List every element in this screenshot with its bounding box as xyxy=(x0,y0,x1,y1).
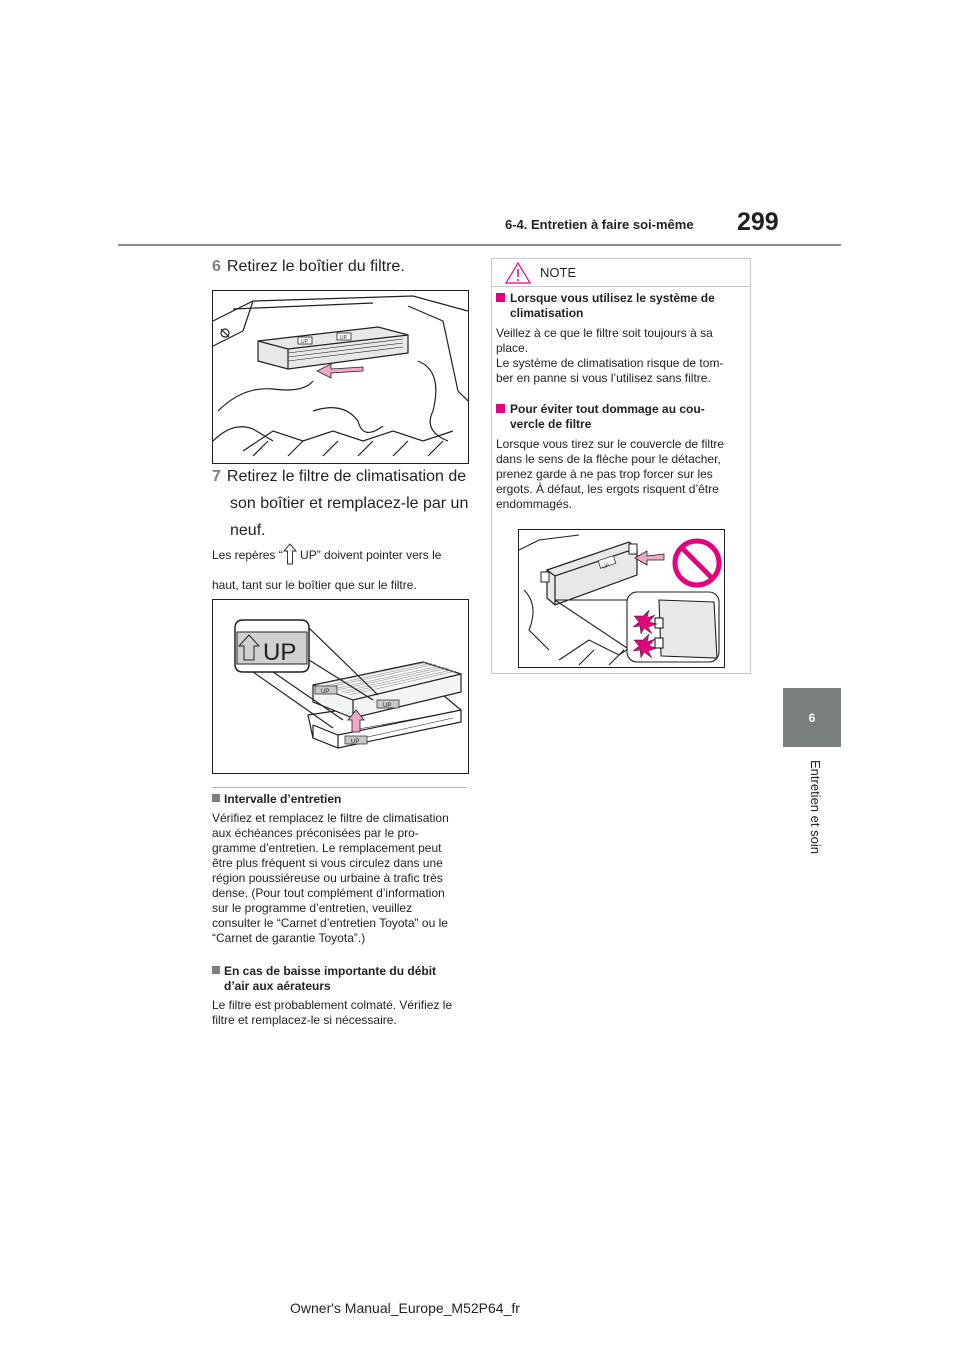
warning-triangle-icon xyxy=(505,262,531,289)
housing-up-label: UP xyxy=(351,739,360,745)
chapter-tab-number: 6 xyxy=(808,711,816,725)
up-arrow-icon xyxy=(283,543,297,573)
figure-up-marks xyxy=(212,599,469,774)
step-text-line-1: Retirez le filtre de climatisation de xyxy=(226,468,467,485)
pull-arrow-icon xyxy=(317,364,363,378)
step-7 xyxy=(212,463,482,544)
note-item-cover-damage xyxy=(496,402,746,512)
info-body: Vérifiez et remplacez le filtre de climatisation aux échéances préconisées par le pro- gramme d’entretien. Le remplacement peut être plus fréquent si vous circulez dans une région poussiéreuse ou urbaine à trafic très dense. (Pour tout complément d’information sur le programme d’entretien, veuillez consulter le “Carnet d’entretien Toyota” ou le “Carnet de garantie Toyota”.) xyxy=(212,811,449,945)
bullet-square-icon xyxy=(212,794,220,802)
illustration-cover-tabs xyxy=(519,530,724,667)
header-divider xyxy=(118,244,841,246)
step-text-line-3: neuf. xyxy=(230,522,266,539)
footer-manual-id: Owner's Manual_Europe_M52P64_fr xyxy=(290,1300,520,1316)
step-number: 7 xyxy=(212,468,221,485)
note-item-title: Lorsque vous utilisez le système de climatisation xyxy=(496,291,746,321)
figure-cover-tabs xyxy=(518,529,725,668)
section-title: 6-4. Entretien à faire soi-même xyxy=(505,217,694,232)
bullet-square-icon xyxy=(212,966,220,974)
note-item-body: Lorsque vous tirez sur le couvercle de filtre dans le sens de la flèche pour le détacher, prenez garde à ne pas trop forcer sur les ergots. À défaut, les ergots risquent d’être endommagés. xyxy=(496,437,725,511)
note-item-body: Veillez à ce que le filtre soit toujours à sa place. Le système de climatisation risque de tom- ber en panne si vous l’utilisez sans filtre. xyxy=(496,326,724,385)
step-text-line-2: son boîtier et remplacez-le par un xyxy=(230,495,469,512)
figure-remove-housing xyxy=(212,290,469,464)
prohibition-icon xyxy=(675,541,719,585)
up-note-part-2: UP” doivent pointer vers le xyxy=(296,548,442,562)
info-divider xyxy=(212,787,467,788)
info-body: Le filtre est probablement colmaté. Vérifiez le filtre et remplacez-le si nécessaire. xyxy=(212,998,453,1027)
step-number: 6 xyxy=(212,258,221,275)
note-item-title: Pour éviter tout dommage au cou- vercle de filtre xyxy=(496,402,746,432)
step-6 xyxy=(212,253,405,280)
bullet-square-icon xyxy=(496,404,505,413)
note-title: NOTE xyxy=(540,265,577,280)
step-text: Retirez le boîtier du filtre. xyxy=(226,258,405,275)
filter-up-label: UP xyxy=(321,689,330,695)
up-label-large: UP xyxy=(263,639,297,666)
up-mark-note xyxy=(212,543,482,597)
up-note-line-2: haut, tant sur le boîtier que sur le filtre. xyxy=(212,578,417,592)
cover-up-label: UP xyxy=(601,562,611,571)
chapter-tab-label: Entretien et soin xyxy=(808,760,823,854)
filter-up-label-2: UP xyxy=(383,703,392,709)
info-title: Intervalle d’entretien xyxy=(212,792,474,807)
up-note-part-1: Les repères “ xyxy=(212,548,283,562)
bullet-square-icon xyxy=(496,293,505,302)
info-title: En cas de baisse importante du débit d’air aux aérateurs xyxy=(212,964,474,994)
illustration-remove-housing xyxy=(213,291,468,463)
page-number: 299 xyxy=(737,208,779,236)
housing-up-label-2: UP xyxy=(340,335,347,341)
info-airflow-drop xyxy=(212,964,474,1028)
housing-up-label: UP xyxy=(301,339,308,345)
illustration-up-marks xyxy=(213,600,468,773)
pull-direction-arrow-icon xyxy=(635,551,664,565)
note-item-ac-use xyxy=(496,291,746,386)
info-maintenance-interval xyxy=(212,792,474,946)
